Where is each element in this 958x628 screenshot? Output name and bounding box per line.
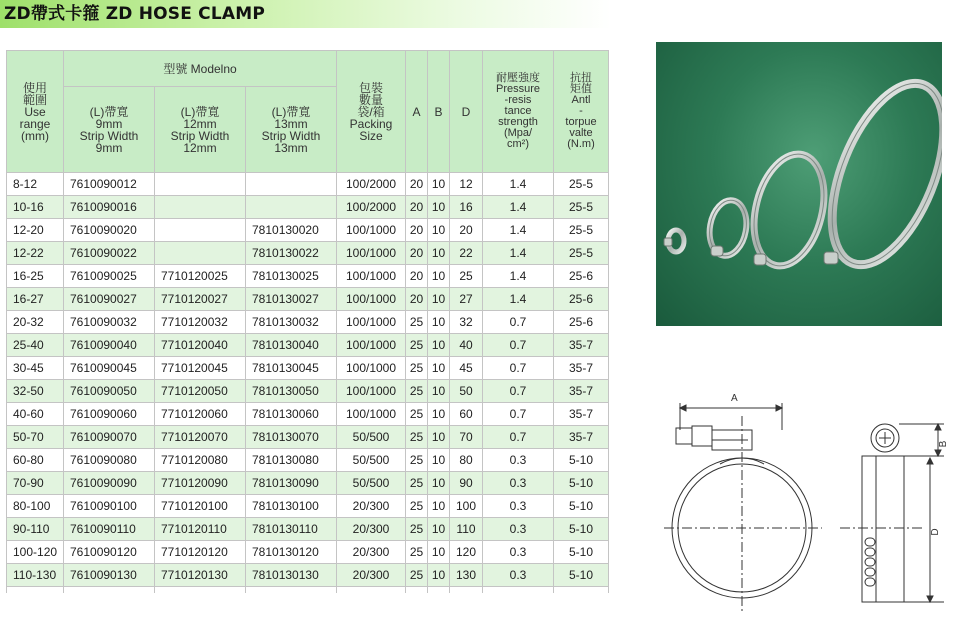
cell-pressure: 1.4 bbox=[483, 288, 554, 311]
cell-a: 25 bbox=[406, 380, 428, 403]
cell-d: 80 bbox=[450, 449, 483, 472]
cell-model-13mm: 7810130060 bbox=[246, 403, 337, 426]
cell-range: 25-40 bbox=[7, 334, 64, 357]
cell-range: 12-20 bbox=[7, 219, 64, 242]
cell-torque: 25-6 bbox=[554, 288, 609, 311]
cell-empty bbox=[64, 587, 155, 594]
cell-model-12mm: 7710120050 bbox=[155, 380, 246, 403]
cell-model-9mm: 7610090012 bbox=[64, 173, 155, 196]
cell-model-9mm: 7610090032 bbox=[64, 311, 155, 334]
cell-d: 100 bbox=[450, 495, 483, 518]
header-line: - bbox=[579, 105, 583, 117]
cell-torque: 25-5 bbox=[554, 219, 609, 242]
cell-packing: 100/1000 bbox=[337, 311, 406, 334]
cell-d: 50 bbox=[450, 380, 483, 403]
cell-packing: 100/1000 bbox=[337, 334, 406, 357]
cell-torque: 25-5 bbox=[554, 173, 609, 196]
cell-model-12mm: 7710120100 bbox=[155, 495, 246, 518]
cell-empty bbox=[337, 587, 406, 594]
cell-model-13mm: 7810130070 bbox=[246, 426, 337, 449]
cell-model-12mm: 7710120060 bbox=[155, 403, 246, 426]
cell-model-9mm: 7610090130 bbox=[64, 564, 155, 587]
hose-clamps-image bbox=[656, 42, 942, 326]
table-row bbox=[7, 288, 609, 311]
table-row bbox=[7, 518, 609, 541]
cell-model-12mm bbox=[155, 173, 246, 196]
cell-pressure: 0.3 bbox=[483, 495, 554, 518]
cell-d: 45 bbox=[450, 357, 483, 380]
cell-empty bbox=[155, 587, 246, 594]
cell-model-9mm: 7610090090 bbox=[64, 472, 155, 495]
cell-torque: 25-5 bbox=[554, 196, 609, 219]
header-line: 耐壓強度 bbox=[496, 72, 540, 84]
cell-torque: 25-5 bbox=[554, 242, 609, 265]
cell-model-9mm: 7610090040 bbox=[64, 334, 155, 357]
header-line: 12mm bbox=[183, 116, 217, 131]
cell-range: 16-27 bbox=[7, 288, 64, 311]
table-row bbox=[7, 242, 609, 265]
header-line: Strip Width bbox=[261, 128, 321, 143]
cell-d: 110 bbox=[450, 518, 483, 541]
cell-packing: 20/300 bbox=[337, 564, 406, 587]
cell-model-12mm: 7710120032 bbox=[155, 311, 246, 334]
cell-model-9mm: 7610090020 bbox=[64, 219, 155, 242]
cell-a: 25 bbox=[406, 311, 428, 334]
cell-pressure: 0.3 bbox=[483, 518, 554, 541]
cell-packing: 100/1000 bbox=[337, 219, 406, 242]
cell-d: 40 bbox=[450, 334, 483, 357]
cell-torque: 5-10 bbox=[554, 495, 609, 518]
cell-model-9mm: 7610090060 bbox=[64, 403, 155, 426]
cell-empty bbox=[428, 587, 450, 594]
cell-torque: 35-7 bbox=[554, 426, 609, 449]
cell-model-9mm: 7610090027 bbox=[64, 288, 155, 311]
cell-torque: 5-10 bbox=[554, 449, 609, 472]
cell-model-13mm: 7810130027 bbox=[246, 288, 337, 311]
cell-model-13mm: 7810130022 bbox=[246, 242, 337, 265]
cell-torque: 25-6 bbox=[554, 311, 609, 334]
header-line: 抗扭 bbox=[570, 72, 592, 84]
cell-pressure: 1.4 bbox=[483, 242, 554, 265]
cell-empty bbox=[246, 587, 337, 594]
cell-range: 20-32 bbox=[7, 311, 64, 334]
header-line: 13mm bbox=[274, 116, 308, 131]
table-row bbox=[7, 564, 609, 587]
header-line: 袋/箱 bbox=[357, 104, 385, 119]
cell-a: 25 bbox=[406, 357, 428, 380]
cell-a: 20 bbox=[406, 265, 428, 288]
header-line: 9mm bbox=[95, 140, 123, 155]
header-line: Packing bbox=[349, 116, 393, 131]
table-row bbox=[7, 219, 609, 242]
header-line: 矩值 bbox=[570, 83, 592, 95]
header-line: -resis bbox=[504, 94, 532, 106]
cell-empty bbox=[450, 587, 483, 594]
table-row bbox=[7, 334, 609, 357]
cell-d: 20 bbox=[450, 219, 483, 242]
cell-model-9mm: 7610090070 bbox=[64, 426, 155, 449]
cell-range: 40-60 bbox=[7, 403, 64, 426]
cell-packing: 20/300 bbox=[337, 495, 406, 518]
cell-b: 10 bbox=[428, 357, 450, 380]
cell-empty bbox=[406, 587, 428, 594]
header-line: strength bbox=[498, 116, 538, 128]
page-title: ZD帶式卡箍 ZD HOSE CLAMP bbox=[4, 4, 266, 24]
header-line: Pressure bbox=[495, 83, 541, 95]
cell-d: 130 bbox=[450, 564, 483, 587]
header-line: 數量 bbox=[358, 92, 383, 107]
cell-model-13mm: 7810130090 bbox=[246, 472, 337, 495]
cell-model-13mm: 7810130130 bbox=[246, 564, 337, 587]
cell-pressure: 0.7 bbox=[483, 357, 554, 380]
cell-model-9mm: 7610090045 bbox=[64, 357, 155, 380]
cell-b: 10 bbox=[428, 449, 450, 472]
cell-d: 70 bbox=[450, 426, 483, 449]
product-photo bbox=[656, 42, 942, 326]
cell-b: 10 bbox=[428, 288, 450, 311]
cell-pressure: 0.3 bbox=[483, 449, 554, 472]
cell-pressure: 1.4 bbox=[483, 219, 554, 242]
cell-a: 25 bbox=[406, 449, 428, 472]
header-a: A bbox=[406, 51, 428, 173]
cell-model-9mm: 7610090120 bbox=[64, 541, 155, 564]
cell-range: 16-25 bbox=[7, 265, 64, 288]
cell-model-13mm: 7810130040 bbox=[246, 334, 337, 357]
cell-torque: 25-6 bbox=[554, 265, 609, 288]
cell-model-13mm: 7810130045 bbox=[246, 357, 337, 380]
cell-model-12mm: 7710120025 bbox=[155, 265, 246, 288]
table-header bbox=[7, 51, 609, 173]
table-row bbox=[7, 357, 609, 380]
cell-a: 25 bbox=[406, 472, 428, 495]
cell-range: 70-90 bbox=[7, 472, 64, 495]
header-width-12mm bbox=[155, 87, 246, 173]
cell-pressure: 1.4 bbox=[483, 265, 554, 288]
cell-b: 10 bbox=[428, 380, 450, 403]
table-row bbox=[7, 265, 609, 288]
cell-model-13mm: 7810130032 bbox=[246, 311, 337, 334]
cell-b: 10 bbox=[428, 403, 450, 426]
header-line: Strip Width bbox=[79, 128, 139, 143]
cell-model-13mm: 7810130025 bbox=[246, 265, 337, 288]
cell-pressure: 0.3 bbox=[483, 472, 554, 495]
cell-pressure: 1.4 bbox=[483, 196, 554, 219]
cell-b: 10 bbox=[428, 541, 450, 564]
table-row bbox=[7, 311, 609, 334]
cell-packing: 50/500 bbox=[337, 449, 406, 472]
cell-d: 60 bbox=[450, 403, 483, 426]
cell-empty bbox=[554, 587, 609, 594]
cell-a: 25 bbox=[406, 426, 428, 449]
cell-b: 10 bbox=[428, 564, 450, 587]
cell-model-13mm: 7810130100 bbox=[246, 495, 337, 518]
cell-model-9mm: 7610090050 bbox=[64, 380, 155, 403]
cell-b: 10 bbox=[428, 472, 450, 495]
header-line: (mm) bbox=[21, 128, 49, 143]
header-line: 9mm bbox=[95, 116, 123, 131]
cell-range: 110-130 bbox=[7, 564, 64, 587]
table-row bbox=[7, 472, 609, 495]
cell-torque: 35-7 bbox=[554, 380, 609, 403]
cell-model-9mm: 7610090100 bbox=[64, 495, 155, 518]
cell-packing: 100/1000 bbox=[337, 265, 406, 288]
header-line: (Mpa/ bbox=[503, 127, 533, 139]
cell-range: 100-120 bbox=[7, 541, 64, 564]
cell-b: 10 bbox=[428, 518, 450, 541]
header-line: cm²) bbox=[507, 138, 529, 150]
cell-b: 10 bbox=[428, 265, 450, 288]
table-row bbox=[7, 380, 609, 403]
header-d: D bbox=[450, 51, 483, 173]
header-model-group: 型號 Modelno bbox=[64, 51, 337, 87]
cell-model-12mm bbox=[155, 242, 246, 265]
cell-b: 10 bbox=[428, 242, 450, 265]
cell-packing: 20/300 bbox=[337, 541, 406, 564]
cell-torque: 5-10 bbox=[554, 472, 609, 495]
table-row bbox=[7, 495, 609, 518]
dimension-label-b: B bbox=[938, 440, 949, 448]
cell-pressure: 0.3 bbox=[483, 564, 554, 587]
cell-packing: 100/1000 bbox=[337, 242, 406, 265]
cell-d: 16 bbox=[450, 196, 483, 219]
cell-range: 90-110 bbox=[7, 518, 64, 541]
header-line: Antl bbox=[571, 94, 591, 106]
header-line: Size bbox=[359, 128, 383, 143]
cell-pressure: 1.4 bbox=[483, 173, 554, 196]
cell-model-12mm: 7710120027 bbox=[155, 288, 246, 311]
cell-a: 25 bbox=[406, 403, 428, 426]
cell-d: 27 bbox=[450, 288, 483, 311]
spec-table bbox=[6, 50, 609, 593]
technical-drawing bbox=[660, 388, 950, 618]
table-body bbox=[7, 173, 609, 594]
cell-model-12mm: 7710120040 bbox=[155, 334, 246, 357]
header-pressure bbox=[483, 51, 554, 173]
cell-a: 25 bbox=[406, 495, 428, 518]
cell-a: 20 bbox=[406, 173, 428, 196]
cell-model-9mm: 7610090080 bbox=[64, 449, 155, 472]
cell-model-12mm: 7710120070 bbox=[155, 426, 246, 449]
header-use-range bbox=[7, 51, 64, 173]
header-line: Use bbox=[24, 104, 46, 119]
cell-packing: 50/500 bbox=[337, 472, 406, 495]
cell-model-13mm: 7810130050 bbox=[246, 380, 337, 403]
cell-packing: 20/300 bbox=[337, 518, 406, 541]
cell-model-13mm: 7810130110 bbox=[246, 518, 337, 541]
cell-range: 50-70 bbox=[7, 426, 64, 449]
cell-d: 90 bbox=[450, 472, 483, 495]
cell-pressure: 0.7 bbox=[483, 403, 554, 426]
header-packing bbox=[337, 51, 406, 173]
table-row-cutoff bbox=[7, 587, 609, 594]
cell-torque: 5-10 bbox=[554, 564, 609, 587]
cell-torque: 5-10 bbox=[554, 541, 609, 564]
cell-b: 10 bbox=[428, 334, 450, 357]
dimension-label-d: D bbox=[930, 528, 941, 536]
page-title-banner bbox=[0, 0, 611, 28]
header-width-13mm bbox=[246, 87, 337, 173]
cell-d: 120 bbox=[450, 541, 483, 564]
cell-model-13mm: 7810130120 bbox=[246, 541, 337, 564]
cell-b: 10 bbox=[428, 495, 450, 518]
cell-a: 20 bbox=[406, 196, 428, 219]
cell-packing: 100/1000 bbox=[337, 357, 406, 380]
cell-d: 25 bbox=[450, 265, 483, 288]
cell-model-9mm: 7610090016 bbox=[64, 196, 155, 219]
cell-model-12mm: 7710120080 bbox=[155, 449, 246, 472]
cell-model-12mm bbox=[155, 196, 246, 219]
cell-range: 60-80 bbox=[7, 449, 64, 472]
cell-range: 80-100 bbox=[7, 495, 64, 518]
dimension-label-a: A bbox=[731, 393, 738, 404]
cell-range: 10-16 bbox=[7, 196, 64, 219]
cell-d: 32 bbox=[450, 311, 483, 334]
cell-pressure: 0.7 bbox=[483, 334, 554, 357]
cell-model-9mm: 7610090025 bbox=[64, 265, 155, 288]
header-line: (L)帶寬 bbox=[271, 104, 311, 119]
header-b: B bbox=[428, 51, 450, 173]
cell-a: 25 bbox=[406, 518, 428, 541]
cell-pressure: 0.7 bbox=[483, 311, 554, 334]
table-row bbox=[7, 173, 609, 196]
header-width-9mm bbox=[64, 87, 155, 173]
cell-a: 25 bbox=[406, 334, 428, 357]
header-line: valte bbox=[569, 127, 593, 139]
cell-model-12mm: 7710120120 bbox=[155, 541, 246, 564]
header-line: torpue bbox=[565, 116, 597, 128]
cell-model-9mm: 7610090022 bbox=[64, 242, 155, 265]
cell-range: 30-45 bbox=[7, 357, 64, 380]
cell-b: 10 bbox=[428, 173, 450, 196]
table-row bbox=[7, 426, 609, 449]
cell-torque: 35-7 bbox=[554, 357, 609, 380]
cell-torque: 5-10 bbox=[554, 518, 609, 541]
cell-model-13mm: 7810130020 bbox=[246, 219, 337, 242]
cell-pressure: 0.7 bbox=[483, 380, 554, 403]
cell-packing: 100/2000 bbox=[337, 173, 406, 196]
header-line: (L)帶寬 bbox=[89, 104, 129, 119]
table-row bbox=[7, 541, 609, 564]
cell-model-13mm: 7810130080 bbox=[246, 449, 337, 472]
cell-pressure: 0.3 bbox=[483, 541, 554, 564]
cell-d: 22 bbox=[450, 242, 483, 265]
cell-torque: 35-7 bbox=[554, 334, 609, 357]
header-line: tance bbox=[504, 105, 532, 117]
header-line: (L)帶寬 bbox=[180, 104, 220, 119]
cell-pressure: 0.7 bbox=[483, 426, 554, 449]
cell-range: 8-12 bbox=[7, 173, 64, 196]
header-line: 12mm bbox=[183, 140, 217, 155]
table-row bbox=[7, 196, 609, 219]
cell-empty bbox=[483, 587, 554, 594]
cell-a: 20 bbox=[406, 242, 428, 265]
cell-packing: 100/2000 bbox=[337, 196, 406, 219]
cell-a: 25 bbox=[406, 541, 428, 564]
table-row bbox=[7, 403, 609, 426]
cell-empty bbox=[7, 587, 64, 594]
cell-model-12mm: 7710120110 bbox=[155, 518, 246, 541]
header-line: (N.m) bbox=[567, 138, 595, 150]
cell-packing: 100/1000 bbox=[337, 288, 406, 311]
header-line: 使用 bbox=[22, 80, 47, 95]
cell-model-12mm: 7710120045 bbox=[155, 357, 246, 380]
header-line: 包裝 bbox=[358, 80, 383, 95]
table-row bbox=[7, 449, 609, 472]
cell-model-13mm bbox=[246, 196, 337, 219]
cell-model-13mm bbox=[246, 173, 337, 196]
cell-range: 32-50 bbox=[7, 380, 64, 403]
cell-packing: 100/1000 bbox=[337, 380, 406, 403]
cell-d: 12 bbox=[450, 173, 483, 196]
header-line: Strip Width bbox=[170, 128, 230, 143]
cell-model-12mm: 7710120130 bbox=[155, 564, 246, 587]
header-line: range bbox=[19, 116, 51, 131]
cell-torque: 35-7 bbox=[554, 403, 609, 426]
cell-b: 10 bbox=[428, 219, 450, 242]
header-line: 範圍 bbox=[22, 92, 47, 107]
cell-b: 10 bbox=[428, 311, 450, 334]
cell-a: 20 bbox=[406, 288, 428, 311]
cell-a: 20 bbox=[406, 219, 428, 242]
cell-b: 10 bbox=[428, 196, 450, 219]
header-line: 13mm bbox=[274, 140, 308, 155]
cell-model-12mm: 7710120090 bbox=[155, 472, 246, 495]
cell-a: 25 bbox=[406, 564, 428, 587]
cell-model-12mm bbox=[155, 219, 246, 242]
cell-b: 10 bbox=[428, 426, 450, 449]
cell-model-9mm: 7610090110 bbox=[64, 518, 155, 541]
clamp-dimension-drawing bbox=[660, 388, 950, 618]
cell-range: 12-22 bbox=[7, 242, 64, 265]
cell-packing: 100/1000 bbox=[337, 403, 406, 426]
cell-packing: 50/500 bbox=[337, 426, 406, 449]
header-torque bbox=[554, 51, 609, 173]
